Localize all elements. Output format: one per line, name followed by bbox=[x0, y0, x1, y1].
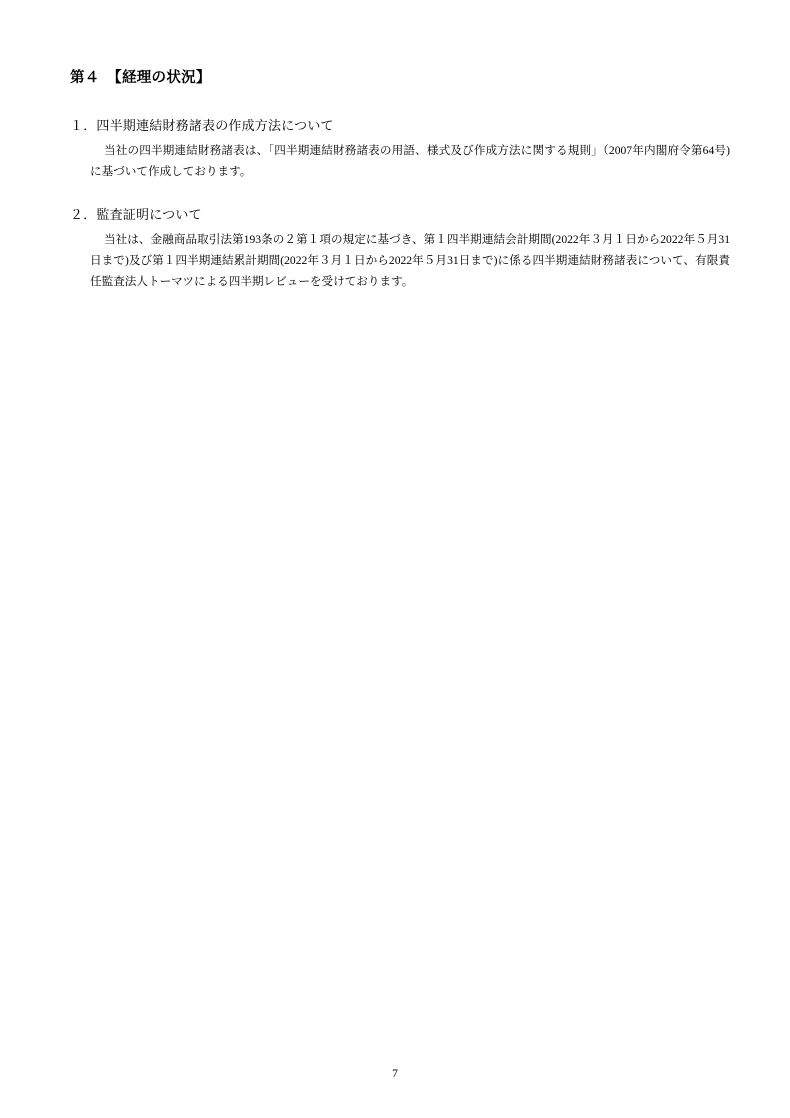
section-body: 当社の四半期連結財務諸表は、「四半期連結財務諸表の用語、様式及び作成方法に関する規則」（2007年内閣府令第64号)に基づいて作成しております。 bbox=[90, 144, 730, 179]
section-body: 当社は、金融商品取引法第193条の２第１項の規定に基づき、第１四半期連結会計期間(2022年３月１日から2022年５月31日まで)及び第１四半期連結累計期間(2022年３月１日から2022年５月31日まで)に係る四半期連結財務諸表について、有限責任監査法人トーマツによる四半期レビューを受けております。 bbox=[90, 233, 730, 289]
page-number: 7 bbox=[392, 1068, 398, 1080]
page-content bbox=[70, 66, 730, 314]
section-financial-statements-preparation bbox=[70, 115, 730, 182]
section-title: ２．監査証明について bbox=[70, 207, 202, 223]
page-title: 第４ 【経理の状況】 bbox=[70, 70, 211, 86]
section-audit-certification bbox=[70, 204, 730, 292]
section-title: １．四半期連結財務諸表の作成方法について bbox=[70, 118, 334, 133]
